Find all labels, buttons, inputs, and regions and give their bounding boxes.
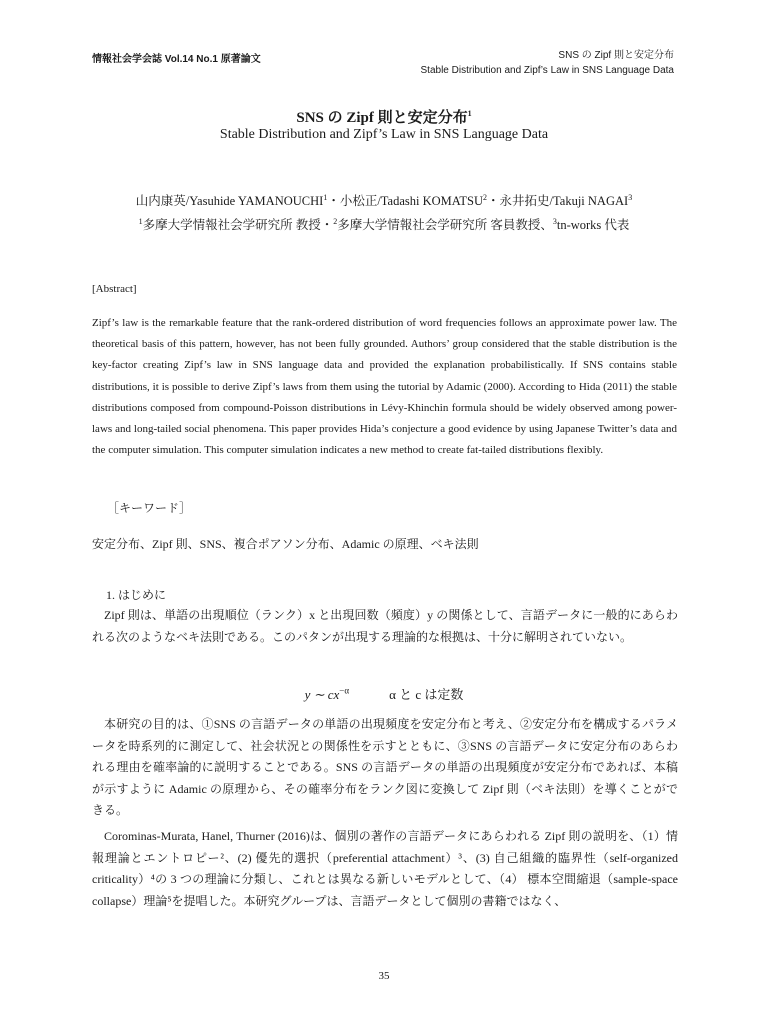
author-3: ・永井拓史/Takuji NAGAI [487, 194, 629, 208]
abstract-text: Zipf’s law is the remarkable feature that the rank-ordered distribution of word frequencies follows an approximate power law. The theoretical basis of this pattern, however, has not been fully grounded. Authors’ group considered that the stable distribution is the key-factor creating Zipf’s law in SNS language data and provided the explanation probabilistically. If SNS contains stable distributions, it is possible to derive Zipf’s laws from them using the tutorial by Adamic (2000). According to Hida (2011) the stable distributions composed from compound-Poisson distributions in Lévy-Khinchin formula should be widely observed among power-laws and long-tailed social phenomena. This paper provides Hida’s conjecture a good evidence by using Japanese Twitter’s data and the computer simulation. This computer simulation indicates a new method to create fat-tailed distributions flexibly. [92, 317, 677, 457]
affil-2: 多摩大学情報社会学研究所 客員教授、 [337, 218, 553, 232]
title-footnote-mark: 1 [467, 109, 472, 118]
affiliations [0, 215, 768, 233]
keywords-label: ［キーワード］ [107, 501, 192, 515]
formula-lhs: y ∼ cx [304, 687, 340, 702]
author-2: ・小松正/Tadashi KOMATSU [327, 194, 484, 208]
abstract-label: [Abstract] [92, 283, 137, 295]
section-heading: 1. はじめに [106, 588, 167, 602]
author-1-mark: 1 [323, 192, 328, 202]
author-list [0, 191, 768, 209]
formula-exponent: −α [339, 685, 350, 696]
affil-1-mark: 1 [138, 216, 143, 226]
paper-title-ja-text: SNS の Zipf 則と安定分布 [296, 110, 468, 126]
author-1: 山内康英/Yasuhide YAMANOUCHI [135, 194, 324, 208]
affil-1: 多摩大学情報社会学研究所 教授・ [142, 218, 334, 232]
keywords-text: 安定分布、Zipf 則、SNS、複合ポアソン分布、Adamic の原理、ベキ法則 [92, 537, 479, 551]
paragraph-2: 本研究の目的は、①SNS の言語データの単語の出現頻度を安定分布と考え、②安定分布を構成するパラメータを時系列的に測定して、社会状況との関係性を示すとともに、③SNS の言語データに安定分布のあらわれる理由を確率論的に説明することである。SNS の言語データの単語の出現頻度が安定分布であれば、本稿が示すように Adamic の原理から、その確率分布をランク図に変換して Zipf 則（ベキ法則）を導くことができる。 [92, 717, 678, 817]
paper-title-en: Stable Distribution and Zipf’s Law in SNS Language Data [219, 127, 549, 142]
author-3-mark: 3 [628, 192, 633, 202]
paragraph-1: Zipf 則は、単語の出現順位（ランク）x と出現回数（頻度）y の関係として、言語データに一般的にあらわれる次のようなベキ法則である。このパタンが出現する理論的な根拠は、十分に解明されていない。 [92, 608, 678, 644]
paragraph-3: Corominas-Murata, Hanel, Thurner (2016)は、個別の著作の言語データにあらわれる Zipf 則の説明を、（1）情報理論とエントロピー²、(2) 優先的選択（preferential attachment）³、(3) 自己組織的臨界性（self-organized criticality）⁴の 3 つの理論に分類し、これとは異なる新しいモデルとして、（4） 標本空間縮退（sample-space collapse）理論⁵を提唱した。本研究グループは、言語データとして個別の書籍ではなく、 [92, 829, 678, 908]
running-title-en: Stable Distribution and Zipf’s Law in SNS Language Data [420, 65, 674, 76]
zipf-formula [0, 684, 768, 703]
journal-info: 情報社会学会誌 Vol.14 No.1 原著論文 [92, 54, 261, 65]
affil-3-mark: 3 [552, 216, 557, 226]
page-number: 35 [378, 970, 390, 982]
paper-title-ja [0, 106, 768, 127]
running-title [421, 48, 674, 78]
affil-2-mark: 2 [333, 216, 338, 226]
affil-3: tn-works 代表 [556, 218, 630, 232]
formula-note: α と c は定数 [389, 687, 464, 702]
author-2-mark: 2 [483, 192, 488, 202]
running-title-ja: SNS の Zipf 則と安定分布 [558, 50, 674, 61]
